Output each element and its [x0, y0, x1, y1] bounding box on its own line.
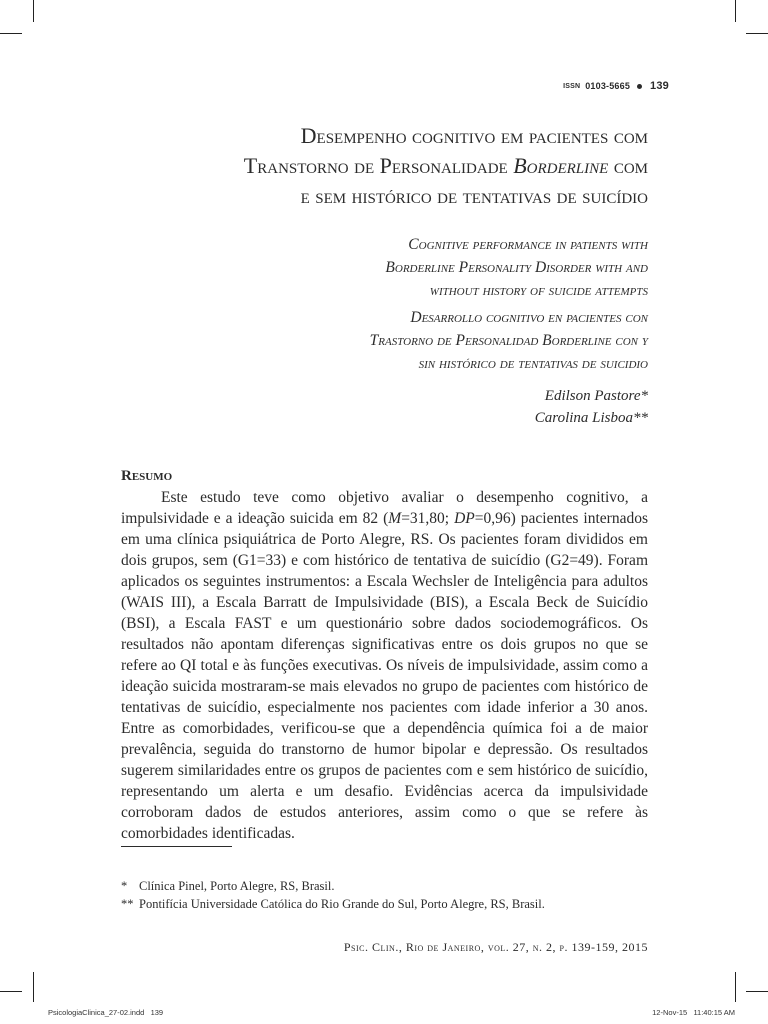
- slug-date: 12-Nov-15: [652, 1008, 688, 1017]
- print-slug-file: [48, 1008, 163, 1017]
- crop-mark-bottom-right-h: [746, 991, 768, 992]
- footnote-text: Pontifícia Universidade Católica do Rio Grande do Sul, Porto Alegre, RS, Brasil.: [139, 897, 545, 911]
- abstract-heading: Resumo: [121, 468, 173, 484]
- abstract-sd-symbol: DP: [454, 510, 475, 527]
- alt-es-line-3: sin histórico de tentativas de suicidio: [418, 355, 648, 372]
- footnote-text: Clínica Pinel, Porto Alegre, RS, Brasil.: [139, 879, 335, 893]
- author-name: Carolina Lisboa**: [534, 410, 648, 426]
- author-name: Edilson Pastore*: [544, 388, 648, 404]
- article-title: [128, 121, 648, 211]
- abstract-text-2: =31,80;: [401, 510, 455, 527]
- title-line-1: Desempenho cognitivo em pacientes com: [300, 123, 648, 148]
- author-list: [535, 385, 648, 429]
- footnote-mark: **: [121, 897, 134, 911]
- alt-es-line-1: Desarrollo cognitivo en pacientes con: [410, 309, 648, 326]
- footnote-mark: *: [121, 879, 128, 893]
- crop-mark-top-left-h: [0, 33, 22, 34]
- crop-mark-bottom-left-v: [33, 972, 34, 1002]
- crop-mark-top-left-v: [33, 0, 34, 22]
- crop-mark-top-right-h: [746, 33, 768, 34]
- title-line-3: e sem histórico de tentativas de suicídio: [300, 183, 648, 208]
- footnote-divider: [121, 846, 232, 847]
- page-number: 139: [650, 80, 669, 92]
- issn-label: ISSN: [563, 82, 581, 90]
- alt-es-line-2: Trastorno de Personalidad Borderline con y: [369, 332, 648, 349]
- issn-number: 0103-5665: [585, 81, 631, 91]
- footnotes: [121, 877, 545, 913]
- abstract-paragraph: [121, 487, 648, 844]
- slug-page: 139: [150, 1008, 164, 1017]
- alt-en-line-2: Borderline Personality Disorder with and: [385, 259, 648, 276]
- crop-mark-bottom-right-v: [735, 972, 736, 1002]
- crop-mark-bottom-left-h: [0, 991, 22, 992]
- slug-filename: PsicologiaClinica_27-02.indd: [48, 1008, 145, 1017]
- title-line-2-post: com: [608, 153, 648, 178]
- alt-title-spanish: [218, 306, 648, 375]
- print-slug-timestamp: [652, 1008, 735, 1017]
- crop-mark-top-right-v: [735, 0, 736, 22]
- slug-time: 11:40:15 AM: [693, 1008, 735, 1017]
- bullet-icon: [637, 84, 642, 89]
- alt-en-line-1: Cognitive performance in patients with: [408, 236, 648, 253]
- footnote-item: [121, 877, 545, 895]
- title-line-2-pre: Transtorno de Personalidade: [243, 153, 514, 178]
- page-header: [563, 80, 669, 92]
- abstract-mean-symbol: M: [388, 510, 402, 527]
- abstract-text-1: Este estudo teve como objetivo avaliar o desempenho cognitivo, a impulsividade e a ideação suicida em 82 (: [121, 489, 648, 527]
- footnote-item: [121, 895, 545, 913]
- abstract-text-3: =0,96) pacientes internados em uma clínica psiquiátrica de Porto Alegre, RS. Os pacientes foram divididos em dois grupos, sem (G1=33) e com histórico de tentativa de suicídio (G2=49). Foram aplicados os seguintes instrumentos: a Escala Wechsler de Inteligência para adultos (WAIS III), a Escala Barratt de Impulsividade (BIS), a Escala Beck de Suicídio (BSI), a Escala FAST e um questionário sobre dados sociodemográficos. Os resultados não apontam diferenças significativas entre os dois grupos no que se refere ao QI total e às funções executivas. Os níveis de impulsividade, assim como a ideação suicida mostraram-se mais elevados no grupo de pacientes com histórico de tentativas de suicídio, especialmente nos pacientes com idade inferior a 30 anos. Entre as comorbidades, verificou-se que a dependência química foi a de maior prevalência, seguida do transtorno de humor bipolar e depressão. Os resultados sugerem similaridades entre os grupos de pacientes com e sem histórico de suicídio, representando um alerta e um desafio. Evidências acerca da impulsividade corroboram dados de estudos anteriores, assim como o que se refere às comorbidades identificadas.: [121, 510, 648, 842]
- title-line-2-italic: Borderline: [513, 153, 609, 178]
- alt-title-english: [218, 233, 648, 302]
- alt-en-line-3: without history of suicide attempts: [429, 282, 648, 299]
- running-footer: Psic. Clin., Rio de Janeiro, vol. 27, n. 2, p. 139-159, 2015: [343, 940, 648, 954]
